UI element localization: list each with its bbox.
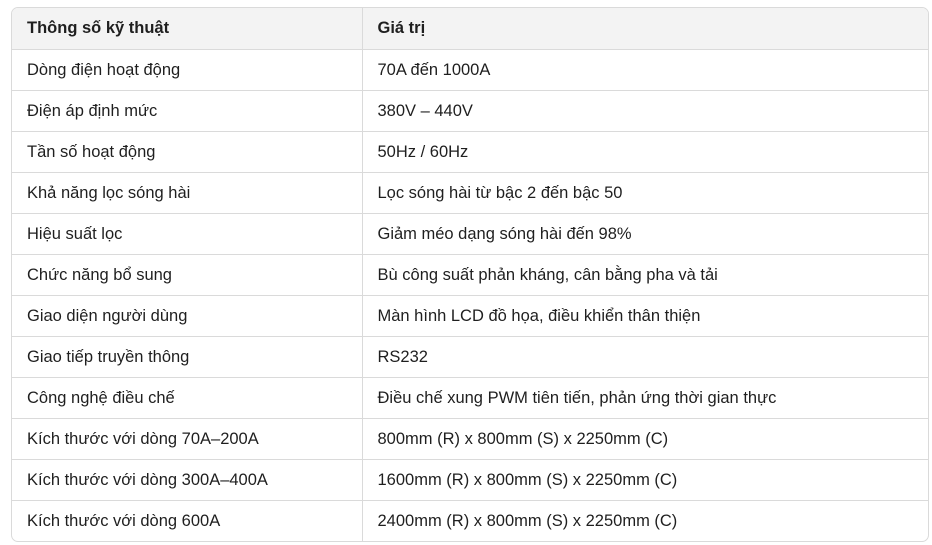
value-cell: 50Hz / 60Hz [362, 131, 928, 172]
table-row [12, 254, 928, 295]
value-cell: 1600mm (R) x 800mm (S) x 2250mm (C) [362, 459, 928, 500]
spec-cell: Kích thước với dòng 70A–200A [12, 418, 362, 459]
table-row [12, 500, 928, 541]
table-row [12, 336, 928, 377]
spec-cell: Kích thước với dòng 300A–400A [12, 459, 362, 500]
spec-table-container [11, 7, 929, 542]
table-row [12, 131, 928, 172]
table-row [12, 418, 928, 459]
value-cell: Điều chế xung PWM tiên tiến, phản ứng thời gian thực [362, 377, 928, 418]
table-body [12, 49, 928, 541]
spec-cell: Khả năng lọc sóng hài [12, 172, 362, 213]
header-row [12, 8, 928, 49]
table-row [12, 213, 928, 254]
spec-cell: Hiệu suất lọc [12, 213, 362, 254]
spec-cell: Kích thước với dòng 600A [12, 500, 362, 541]
spec-cell: Điện áp định mức [12, 90, 362, 131]
table-row [12, 49, 928, 90]
spec-cell: Giao tiếp truyền thông [12, 336, 362, 377]
header-spec: Thông số kỹ thuật [12, 8, 362, 49]
spec-cell: Tần số hoạt động [12, 131, 362, 172]
spec-table [12, 8, 928, 541]
value-cell: Giảm méo dạng sóng hài đến 98% [362, 213, 928, 254]
value-cell: RS232 [362, 336, 928, 377]
value-cell: 800mm (R) x 800mm (S) x 2250mm (C) [362, 418, 928, 459]
spec-cell: Chức năng bổ sung [12, 254, 362, 295]
value-cell: Bù công suất phản kháng, cân bằng pha và tải [362, 254, 928, 295]
table-row [12, 459, 928, 500]
header-value: Giá trị [362, 8, 928, 49]
table-row [12, 377, 928, 418]
value-cell: 380V – 440V [362, 90, 928, 131]
table-header [12, 8, 928, 49]
value-cell: 2400mm (R) x 800mm (S) x 2250mm (C) [362, 500, 928, 541]
table-row [12, 90, 928, 131]
value-cell: Lọc sóng hài từ bậc 2 đến bậc 50 [362, 172, 928, 213]
table-row [12, 172, 928, 213]
table-row [12, 295, 928, 336]
spec-cell: Giao diện người dùng [12, 295, 362, 336]
value-cell: Màn hình LCD đồ họa, điều khiển thân thiện [362, 295, 928, 336]
spec-cell: Dòng điện hoạt động [12, 49, 362, 90]
value-cell: 70A đến 1000A [362, 49, 928, 90]
spec-cell: Công nghệ điều chế [12, 377, 362, 418]
